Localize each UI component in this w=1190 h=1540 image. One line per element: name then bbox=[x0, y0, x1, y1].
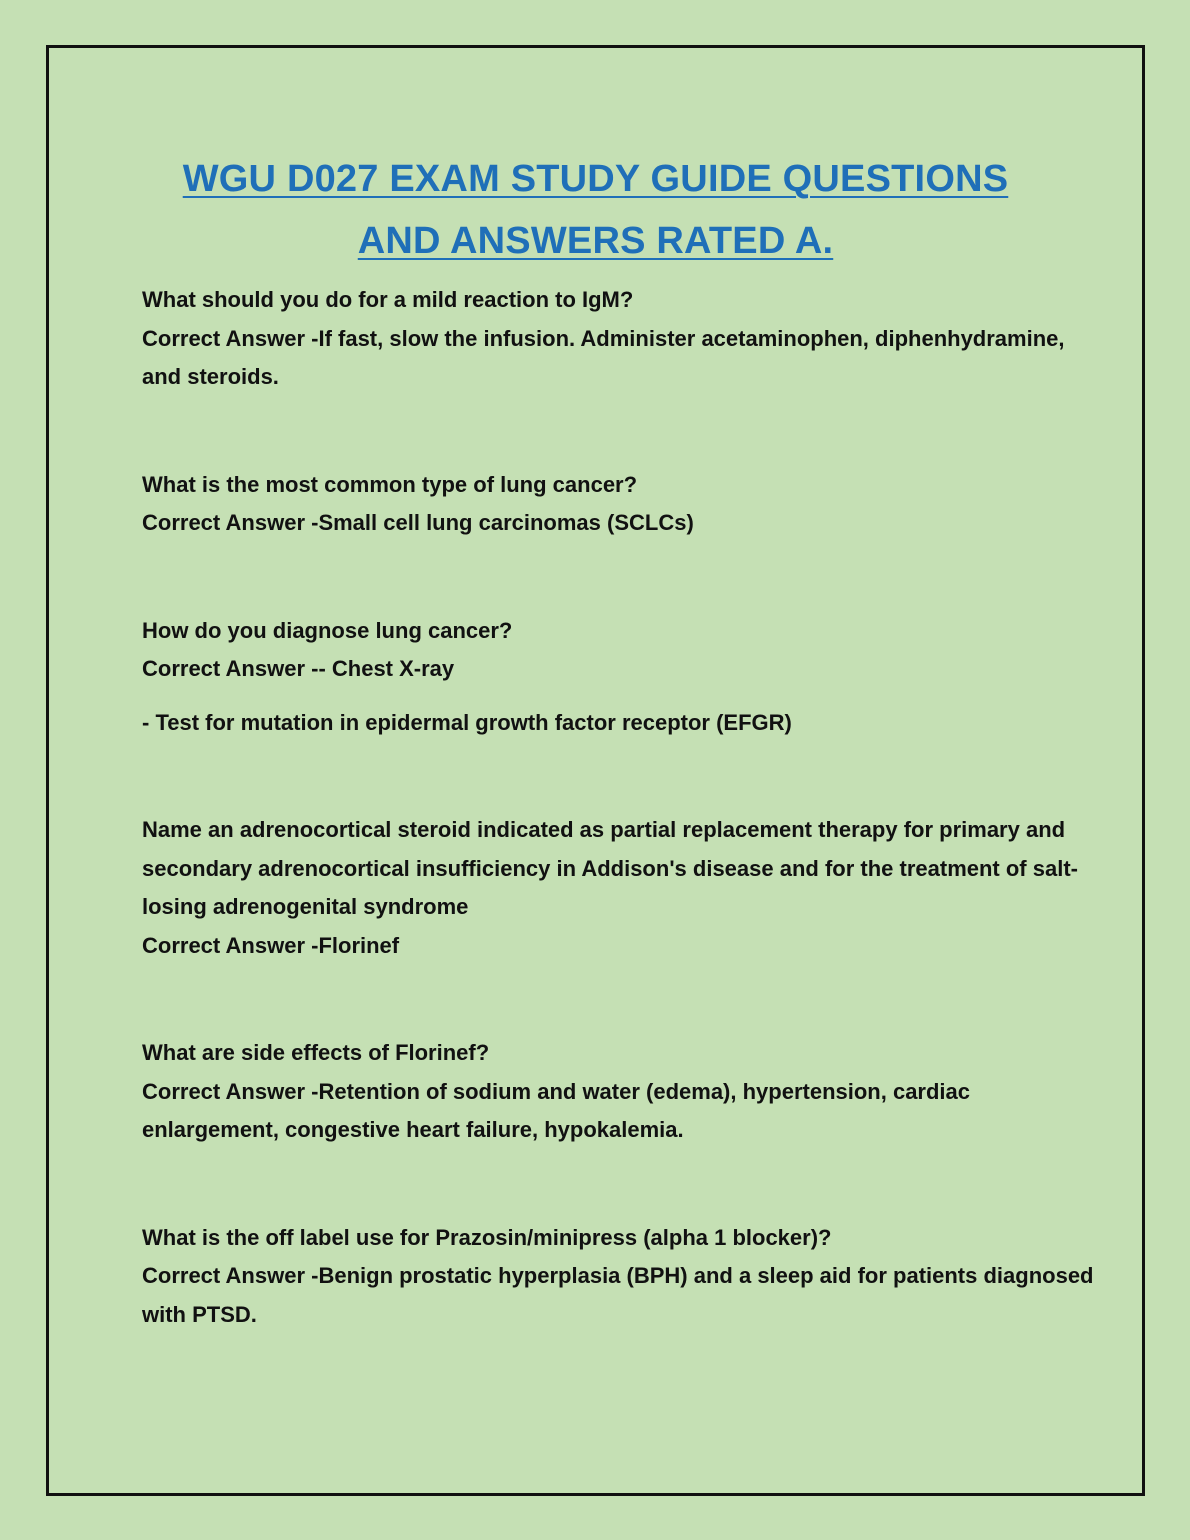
qa-list bbox=[142, 281, 1102, 1334]
answer-text: Correct Answer -Benign prostatic hyperplasia (BPH) and a sleep aid for patients diagnosed with PTSD. bbox=[142, 1263, 1094, 1327]
title-line-2: AND ANSWERS RATED A. bbox=[357, 220, 834, 262]
qa-item bbox=[142, 1219, 1102, 1335]
question-text: What should you do for a mild reaction to IgM? bbox=[142, 287, 634, 312]
answer-text: Correct Answer -Florinef bbox=[142, 932, 400, 958]
qa-item bbox=[142, 1034, 1102, 1150]
answer-text: Correct Answer -Retention of sodium and water (edema), hypertension, cardiac enlargement, congestive heart failure, hypokalemia. bbox=[142, 1078, 971, 1142]
qa-item bbox=[142, 811, 1102, 965]
question-text: What is the most common type of lung cancer? bbox=[142, 471, 638, 497]
page-border bbox=[46, 45, 1145, 1496]
qa-item bbox=[142, 281, 1102, 397]
title-line-1: WGU D027 EXAM STUDY GUIDE QUESTIONS bbox=[182, 158, 1009, 200]
qa-item bbox=[142, 466, 1102, 543]
question-text: Name an adrenocortical steroid indicated as partial replacement therapy for primary and secondary adrenocortical insufficiency in Addison's disease and for the treatment of salt-losing adrenogenital syndrome bbox=[142, 817, 1078, 919]
question-text: What is the off label use for Prazosin/minipress (alpha 1 blocker)? bbox=[142, 1224, 832, 1250]
answer-text: Correct Answer -Small cell lung carcinomas (SCLCs) bbox=[142, 510, 694, 535]
question-text: How do you diagnose lung cancer? bbox=[142, 617, 513, 643]
question-text: What are side effects of Florinef? bbox=[142, 1040, 490, 1065]
answer-extra-text: - Test for mutation in epidermal growth factor receptor (EFGR) bbox=[142, 709, 792, 735]
answer-text: Correct Answer -If fast, slow the infusion. Administer acetaminophen, diphenhydramine, and steroids. bbox=[142, 325, 1065, 389]
document-title bbox=[49, 148, 1142, 272]
answer-text: Correct Answer -- Chest X-ray bbox=[142, 656, 455, 681]
qa-item bbox=[142, 612, 1102, 743]
